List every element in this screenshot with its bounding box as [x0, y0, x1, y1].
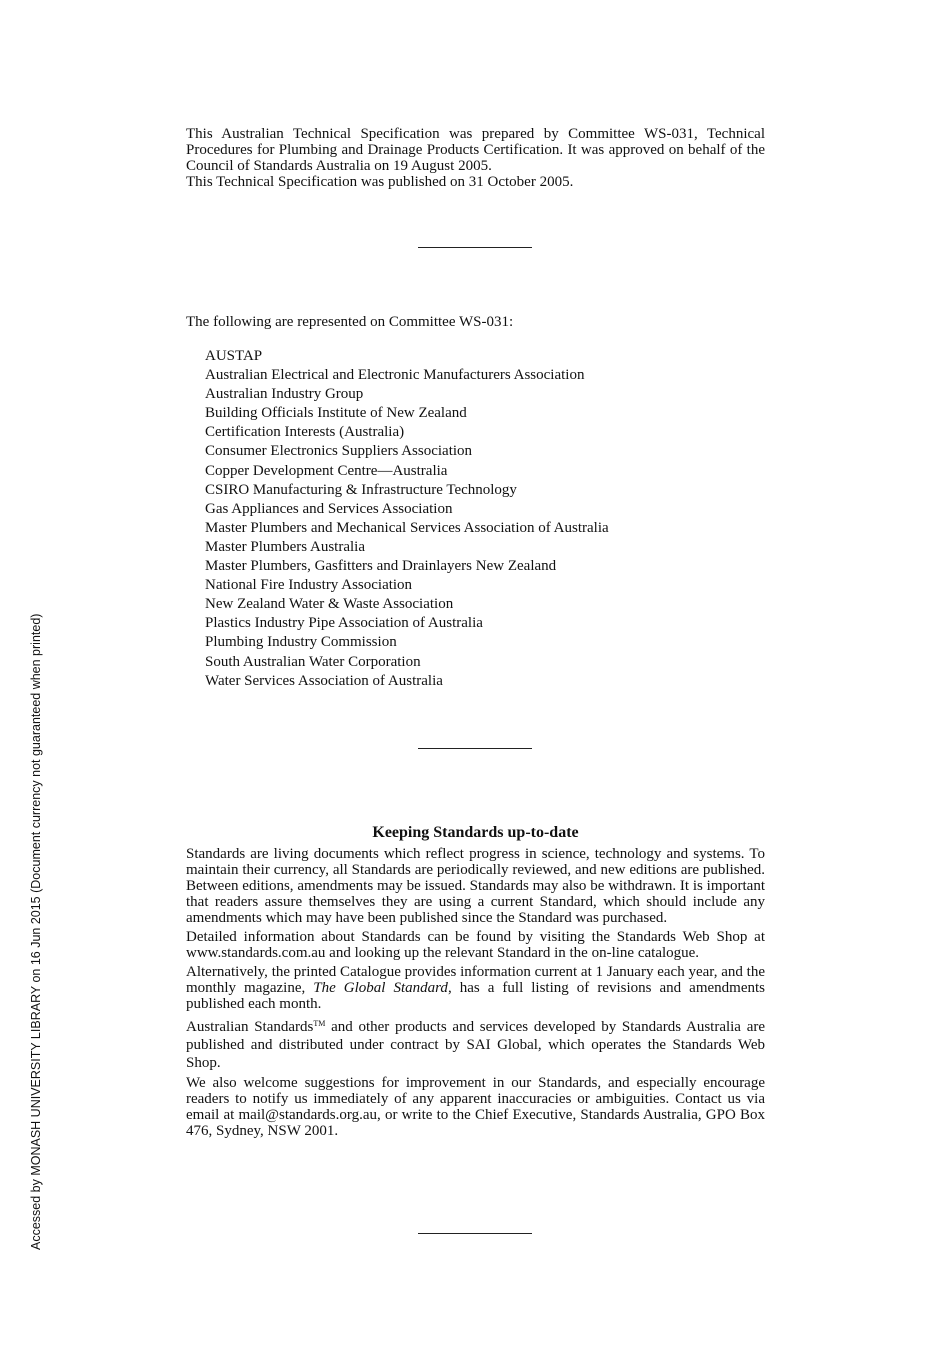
committee-member: New Zealand Water & Waste Association	[205, 596, 454, 613]
committee-member: Australian Electrical and Electronic Manufacturers Association	[205, 367, 585, 384]
committee-member: Building Officials Institute of New Zealand	[205, 405, 467, 422]
keeping-standards-title: Keeping Standards up-to-date	[372, 824, 579, 841]
committee-member: Gas Appliances and Services Association	[205, 500, 453, 517]
committee-member: Plumbing Industry Commission	[205, 634, 397, 651]
section-divider	[418, 748, 532, 749]
committee-lead-text: The following are represented on Committee WS-031:	[186, 314, 514, 330]
committee-member-list	[205, 347, 609, 691]
sai-text-a: Australian Standards	[186, 1019, 314, 1035]
sai-global-paragraph	[186, 1015, 765, 1072]
section-divider	[418, 247, 532, 248]
publication-date-paragraph: This Technical Specification was published on 31 October 2005.	[186, 174, 574, 190]
committee-member: AUSTAP	[205, 348, 263, 364]
committee-member: Master Plumbers, Gasfitters and Drainlayers New Zealand	[205, 558, 557, 575]
keeping-standards-section	[186, 846, 765, 1142]
trademark-mark: TM	[313, 1019, 326, 1028]
intro-paragraph: This Australian Technical Specification was prepared by Committee WS-031, Technical Procedures for Plumbing and Drainage Products Certification. It was approved on behalf of the Council of Standards Australia on 19 August 2005.	[186, 126, 765, 174]
committee-member: Certification Interests (Australia)	[205, 424, 405, 441]
committee-member: South Australian Water Corporation	[205, 653, 421, 670]
committee-member: Master Plumbers and Mechanical Services Association of Australia	[205, 519, 609, 536]
committee-member: Australian Industry Group	[205, 386, 364, 403]
magazine-title: The Global Standard	[313, 980, 448, 996]
committee-member: National Fire Industry Association	[205, 577, 413, 594]
committee-member: Plastics Industry Pipe Association of Australia	[205, 615, 483, 632]
committee-member: Master Plumbers Australia	[205, 538, 365, 555]
section-divider	[418, 1233, 532, 1234]
access-watermark: Accessed by MONASH UNIVERSITY LIBRARY on 16 Jun 2015 (Document currency not guaranteed when printed)	[29, 613, 43, 1250]
standards-living-paragraph: Standards are living documents which reflect progress in science, technology and systems. To maintain their currency, all Standards are periodically reviewed, and new editions are published. Between editions, amendments may be issued. Standards may also be withdrawn. It is important that readers assure themselves they are using a current Standard, which should include any amendments which may have been published since the Standard was purchased.	[186, 846, 765, 926]
sai-text-b: and other products and services developed by Standards Australia are published and distributed under contract by SAI Global, which operates the Standards Web Shop.	[186, 1019, 766, 1071]
committee-member: Water Services Association of Australia	[205, 672, 443, 689]
committee-member: CSIRO Manufacturing & Infrastructure Technology	[205, 481, 517, 498]
committee-member: Consumer Electronics Suppliers Association	[205, 443, 473, 460]
catalogue-text-a: Alternatively, the printed Catalogue provides information current at 1 January each year, and the monthly magazine,	[186, 964, 765, 996]
catalogue-paragraph	[186, 964, 765, 1012]
contact-paragraph: We also welcome suggestions for improvement in our Standards, and especially encourage readers to notify us immediately of any apparent inaccuracies or ambiguities. Contact us via email at mail@standards.org.au, or write to the Chief Executive, Standards Australia, GPO Box 476, Sydney, NSW 2001.	[186, 1075, 765, 1139]
catalogue-text-b: , has a full listing of revisions and amendments published each month.	[186, 980, 765, 1012]
web-shop-paragraph: Detailed information about Standards can be found by visiting the Standards Web Shop at www.standards.com.au and looking up the relevant Standard in the on-line catalogue.	[186, 929, 765, 961]
intro-section	[186, 126, 765, 190]
committee-member: Copper Development Centre—Australia	[205, 462, 448, 479]
committee-lead	[186, 314, 765, 330]
